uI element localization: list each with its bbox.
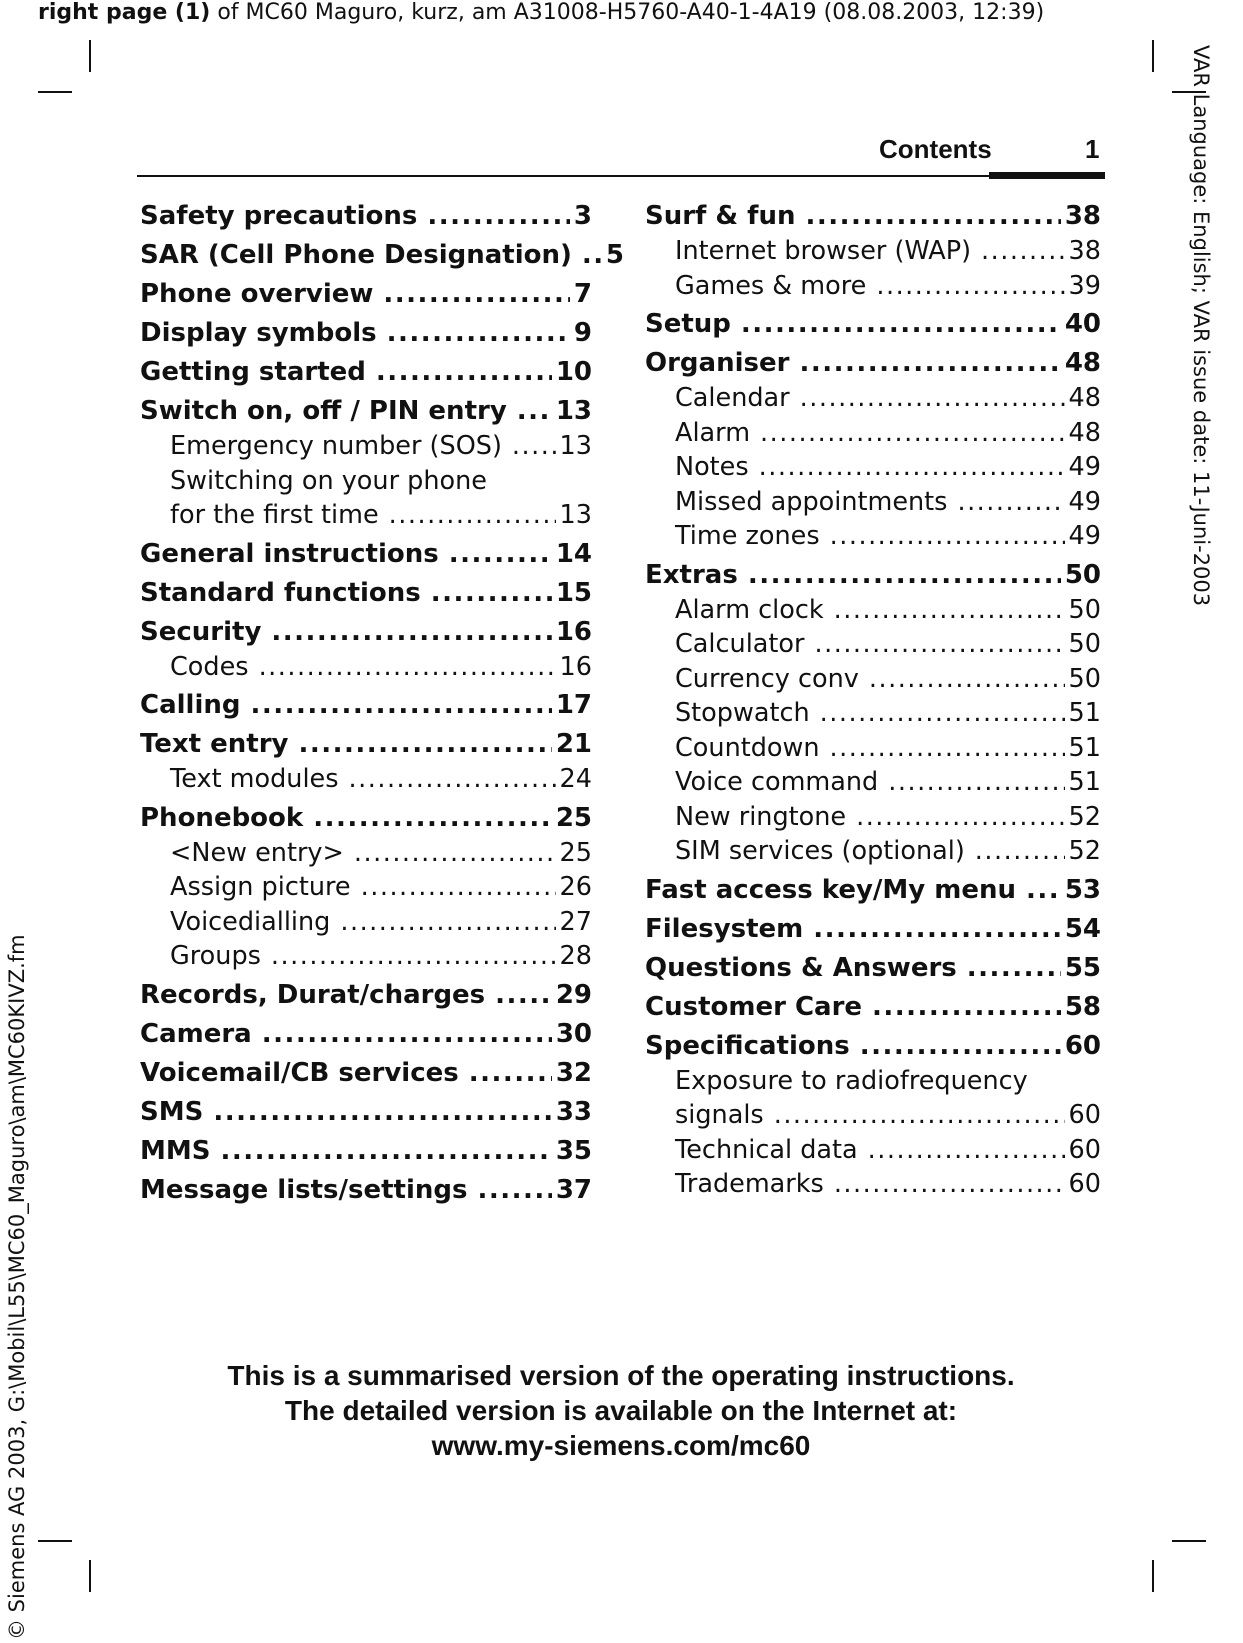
crop-mark-top-left-v xyxy=(89,40,91,72)
toc-entry-title: Customer Care xyxy=(645,991,863,1022)
toc-entry-page: 25 xyxy=(555,802,592,833)
dot-leader xyxy=(759,450,1065,485)
toc-entry-page: 14 xyxy=(555,538,592,569)
toc-section-entry[interactable] xyxy=(645,199,1101,234)
dot-leader xyxy=(389,498,556,533)
toc-entry-page: 37 xyxy=(555,1174,592,1205)
toc-subsection-entry[interactable] xyxy=(140,836,592,871)
toc-subsection-entry[interactable] xyxy=(645,1167,1101,1202)
crop-mark-bottom-right-v xyxy=(1152,1560,1154,1592)
dot-leader xyxy=(981,234,1065,269)
header-tab-bar xyxy=(989,172,1105,179)
dot-leader xyxy=(340,905,555,940)
toc-section-entry[interactable] xyxy=(140,537,592,572)
dot-leader xyxy=(741,307,1061,342)
toc-entry-page: 16 xyxy=(555,616,592,647)
toc-section-entry[interactable] xyxy=(140,1173,592,1208)
dot-leader xyxy=(582,238,602,273)
toc-entry-page: 51 xyxy=(1068,698,1101,728)
toc-subsection-entry[interactable] xyxy=(140,762,592,797)
toc-entry-page: 5 xyxy=(605,240,624,270)
toc-entry-page: 55 xyxy=(1064,952,1101,983)
toc-entry-title: Safety precautions xyxy=(140,201,418,231)
dot-leader xyxy=(271,615,551,650)
toc-entry-title: General instructions xyxy=(140,538,439,569)
toc-section-entry[interactable] xyxy=(645,346,1101,381)
dot-leader xyxy=(748,558,1061,593)
dot-leader xyxy=(815,627,1065,662)
toc-entry-title: Voicedialling xyxy=(170,906,331,937)
toc-subsection-entry[interactable] xyxy=(140,429,592,464)
side-language-note: VAR Language: English; VAR issue date: 11-Juni-2003 xyxy=(1189,45,1213,607)
dot-leader xyxy=(830,519,1065,554)
dot-leader xyxy=(834,593,1065,628)
toc-entry-page: 10 xyxy=(555,357,592,387)
dot-leader xyxy=(431,576,552,611)
toc-subsection-entry[interactable] xyxy=(645,381,1101,416)
toc-entry-title: Technical data xyxy=(675,1134,858,1165)
dot-leader xyxy=(512,429,556,464)
crop-mark-bottom-right-h xyxy=(1172,1540,1206,1542)
toc-entry-title: Extras xyxy=(645,559,738,590)
toc-entry-page: 27 xyxy=(559,906,592,937)
toc-section-entry[interactable] xyxy=(140,1095,592,1130)
toc-entry-title: Records, Durat/charges xyxy=(140,979,486,1010)
dot-leader xyxy=(1026,873,1061,908)
toc-entry-title: signals xyxy=(675,1100,764,1130)
dot-leader xyxy=(213,1095,551,1130)
toc-entry-page: 51 xyxy=(1068,732,1101,763)
toc-entry-title: for the first time xyxy=(170,500,379,530)
footer-note xyxy=(137,1358,1105,1463)
page-header xyxy=(137,126,1105,176)
toc-entry-continued: Switching on your phone xyxy=(170,465,487,496)
dot-leader xyxy=(449,537,552,572)
toc-entry-page: 48 xyxy=(1068,417,1101,448)
toc-entry-page: 54 xyxy=(1064,913,1101,944)
toc-section-entry[interactable] xyxy=(140,615,592,650)
toc-entry-title: Voice command xyxy=(675,767,879,797)
toc-entry-title: Stopwatch xyxy=(675,698,810,728)
footer-line-1: This is a summarised version of the operating instructions. xyxy=(227,1360,1015,1391)
crop-mark-bottom-left-v xyxy=(89,1560,91,1592)
toc-section-entry[interactable] xyxy=(140,199,592,234)
toc-entry-page: 39 xyxy=(1068,270,1101,301)
toc-entry-title: Message lists/settings xyxy=(140,1174,468,1205)
toc-section-entry[interactable] xyxy=(140,238,624,273)
toc-entry-page: 32 xyxy=(555,1057,592,1088)
dot-leader xyxy=(876,269,1064,304)
page-number: 1 xyxy=(1085,134,1100,164)
toc-entry-title: Codes xyxy=(170,651,249,682)
toc-section-entry[interactable] xyxy=(140,978,592,1013)
toc-entry-page: 7 xyxy=(573,279,592,309)
toc-entry-page: 25 xyxy=(559,837,592,868)
toc-entry-title: Games & more xyxy=(675,270,867,301)
crop-mark-top-left-h xyxy=(38,91,72,93)
toc-entry-title: Calendar xyxy=(675,383,790,413)
dot-leader xyxy=(354,836,556,871)
document-reference: of MC60 Maguro, kurz, am A31008-H5760-A40-1-4A19 (08.08.2003, 12:39) xyxy=(210,0,1045,25)
dot-leader xyxy=(383,277,570,312)
toc-entry-title: Notes xyxy=(675,452,749,482)
toc-entry-title: Calling xyxy=(140,690,241,720)
toc-subsection-entry[interactable] xyxy=(645,834,1101,869)
toc-section-entry[interactable] xyxy=(645,873,1101,908)
toc-entry-page: 52 xyxy=(1068,801,1101,832)
toc-entry-title: Voicemail/CB services xyxy=(140,1057,459,1088)
dot-leader xyxy=(834,1167,1065,1202)
toc-entry-title: Alarm clock xyxy=(675,594,824,625)
toc-section-entry[interactable] xyxy=(645,1029,1101,1064)
toc-entry-page: 30 xyxy=(555,1018,592,1049)
toc-subsection-entry[interactable] xyxy=(645,800,1101,835)
header-rule xyxy=(137,175,1105,177)
toc-entry-page: 13 xyxy=(559,500,592,530)
toc-entry-title: Filesystem xyxy=(645,913,804,944)
toc-entry-continued: Exposure to radiofrequency xyxy=(675,1065,1028,1096)
dot-leader xyxy=(975,834,1065,869)
toc-entry-page: 35 xyxy=(555,1135,592,1166)
toc-entry-title: Setup xyxy=(645,309,731,339)
dot-leader xyxy=(813,912,1061,947)
page-title: Contents xyxy=(879,134,992,164)
toc-section-entry[interactable] xyxy=(645,558,1101,593)
toc-subsection-entry[interactable] xyxy=(140,650,592,685)
toc-entry-page: 26 xyxy=(559,872,592,902)
dot-leader xyxy=(799,346,1060,381)
toc-entry-page: 60 xyxy=(1068,1134,1101,1165)
toc-section-entry[interactable] xyxy=(140,277,592,312)
toc-entry-page: 58 xyxy=(1064,991,1101,1022)
dot-leader xyxy=(469,1056,552,1091)
toc-entry-page: 24 xyxy=(559,764,592,794)
toc-entry-page: 51 xyxy=(1068,767,1101,797)
toc-left-column xyxy=(140,195,624,1208)
dot-leader xyxy=(868,1133,1065,1168)
toc-entry-title: Phonebook xyxy=(140,802,304,833)
dot-leader xyxy=(760,416,1065,451)
dot-leader xyxy=(517,394,552,429)
toc-entry-title: SIM services (optional) xyxy=(675,836,965,866)
toc-entry-title: Trademarks xyxy=(675,1169,824,1199)
toc-entry-page: 29 xyxy=(555,979,592,1010)
toc-entry-title: New ringtone xyxy=(675,801,847,832)
dot-leader xyxy=(220,1134,551,1169)
dot-leader xyxy=(830,731,1065,766)
toc-entry-title: Text entry xyxy=(140,729,289,759)
dot-leader xyxy=(427,199,570,234)
toc-entry-title: MMS xyxy=(140,1135,211,1166)
dot-leader xyxy=(856,800,1064,835)
toc-entry-title: Switch on, off / PIN entry xyxy=(140,396,507,426)
toc-subsection-entry[interactable] xyxy=(645,593,1101,628)
toc-entry-page: 52 xyxy=(1068,836,1101,866)
toc-entry-page: 13 xyxy=(555,396,592,426)
toc-entry-page: 17 xyxy=(555,690,592,720)
dot-leader xyxy=(376,355,552,390)
toc-entry-title: Specifications xyxy=(645,1030,850,1061)
dot-leader xyxy=(774,1098,1065,1133)
dot-leader xyxy=(361,870,556,905)
toc-entry-title: Surf & fun xyxy=(645,201,796,231)
dot-leader xyxy=(800,381,1065,416)
dot-leader xyxy=(259,650,556,685)
toc-subsection-entry[interactable] xyxy=(140,939,592,974)
toc-entry-title: Missed appointments xyxy=(675,486,948,517)
toc-entry-title: Fast access key/My menu xyxy=(645,874,1017,905)
dot-leader xyxy=(299,727,552,762)
toc-entry-title: Security xyxy=(140,616,262,647)
toc-subsection-entry[interactable] xyxy=(645,696,1101,731)
toc-section-entry[interactable] xyxy=(140,688,592,723)
toc-entry-page: 15 xyxy=(555,577,592,608)
toc-entry-page: 49 xyxy=(1068,452,1101,482)
toc-entry-title: Questions & Answers xyxy=(645,952,957,983)
page-designation: right page (1) xyxy=(38,0,211,25)
toc-entry-page: 3 xyxy=(573,201,592,231)
toc-entry-page: 50 xyxy=(1068,663,1101,694)
toc-entry-page: 60 xyxy=(1068,1169,1101,1199)
toc-entry-title: Groups xyxy=(170,941,261,971)
toc-subsection-entry[interactable] xyxy=(645,485,1101,520)
toc-entry-title: Standard functions xyxy=(140,577,421,608)
toc-section-entry[interactable] xyxy=(645,912,1101,947)
dot-leader xyxy=(262,1017,552,1052)
toc-entry-page: 48 xyxy=(1068,383,1101,413)
toc-subsection-entry[interactable] xyxy=(140,905,592,940)
toc-entry-page: 49 xyxy=(1068,486,1101,517)
toc-entry-page: 38 xyxy=(1068,236,1101,266)
toc-entry-page: 50 xyxy=(1068,594,1101,625)
toc-entry-title: Assign picture xyxy=(170,872,351,902)
dot-leader xyxy=(957,485,1064,520)
dot-leader xyxy=(250,688,551,723)
toc-entry-title: Countdown xyxy=(675,732,820,763)
toc-entry-page: 60 xyxy=(1068,1100,1101,1130)
dot-leader xyxy=(387,316,570,351)
toc-entry-title: Alarm xyxy=(675,417,751,448)
toc-entry-page: 13 xyxy=(559,431,592,461)
toc-entry-title: <New entry> xyxy=(170,837,344,868)
toc-subsection-entry[interactable] xyxy=(645,731,1101,766)
toc-subsection-entry[interactable] xyxy=(645,269,1101,304)
dot-leader xyxy=(967,951,1061,986)
footer-line-2: The detailed version is available on the Internet at: xyxy=(284,1395,958,1426)
dot-leader xyxy=(872,990,1061,1025)
toc-entry-title: SAR (Cell Phone Designation) xyxy=(140,240,572,270)
dot-leader xyxy=(888,765,1064,800)
toc-section-entry[interactable] xyxy=(645,951,1101,986)
toc-entry-page: 40 xyxy=(1064,309,1101,339)
toc-entry-page: 9 xyxy=(573,318,592,348)
toc-section-entry[interactable] xyxy=(140,1056,592,1091)
toc-section-entry[interactable] xyxy=(645,307,1101,342)
toc-section-entry[interactable] xyxy=(140,394,592,429)
toc-subsection-entry[interactable] xyxy=(140,498,592,533)
dot-leader xyxy=(805,199,1060,234)
toc-entry-page: 49 xyxy=(1068,521,1101,551)
toc-entry-title: Display symbols xyxy=(140,318,377,348)
toc-entry-page: 28 xyxy=(559,941,592,971)
toc-subsection-entry[interactable] xyxy=(645,450,1101,485)
toc-section-entry[interactable] xyxy=(140,801,592,836)
toc-subsection-entry[interactable] xyxy=(645,234,1101,269)
toc-entry-title: Camera xyxy=(140,1018,252,1049)
toc-entry-page: 16 xyxy=(559,651,592,682)
toc-entry-page: 50 xyxy=(1064,559,1101,590)
toc-entry-title: Time zones xyxy=(675,521,820,551)
toc-right-column xyxy=(645,195,1101,1202)
dot-leader xyxy=(349,762,556,797)
dot-leader xyxy=(313,801,552,836)
document-meta-line xyxy=(38,0,1218,30)
toc-subsection-entry[interactable] xyxy=(645,416,1101,451)
toc-section-entry[interactable] xyxy=(140,1017,592,1052)
toc-entry-title: Organiser xyxy=(645,348,790,378)
toc-section-entry[interactable] xyxy=(140,316,592,351)
toc-section-entry[interactable] xyxy=(140,576,592,611)
toc-entry-title: Currency conv xyxy=(675,663,859,694)
footer-url: www.my-siemens.com/mc60 xyxy=(431,1430,811,1461)
toc-subsection-entry[interactable] xyxy=(645,1098,1101,1133)
toc-entry-page: 50 xyxy=(1068,629,1101,659)
toc-subsection-entry[interactable] xyxy=(645,627,1101,662)
toc-subsection-entry[interactable] xyxy=(645,519,1101,554)
toc-subsection-entry[interactable] xyxy=(140,870,592,905)
toc-entry-page: 60 xyxy=(1064,1030,1101,1061)
toc-entry-title: Getting started xyxy=(140,357,366,387)
dot-leader xyxy=(477,1173,551,1208)
toc-entry-title: Phone overview xyxy=(140,279,374,309)
toc-entry-title: Internet browser (WAP) xyxy=(675,236,972,266)
toc-entry-page: 33 xyxy=(555,1096,592,1127)
crop-mark-top-right-v xyxy=(1152,40,1154,72)
toc-subsection-entry[interactable] xyxy=(645,765,1101,800)
toc-entry-page: 53 xyxy=(1064,874,1101,905)
dot-leader xyxy=(271,939,556,974)
dot-leader xyxy=(860,1029,1061,1064)
crop-mark-bottom-left-h xyxy=(38,1540,72,1542)
toc-entry-page: 38 xyxy=(1064,201,1101,231)
toc-subsection-entry[interactable] xyxy=(645,662,1101,697)
toc-section-entry[interactable] xyxy=(140,727,592,762)
toc-entry-page: 48 xyxy=(1064,348,1101,378)
toc-section-entry[interactable] xyxy=(140,1134,592,1169)
toc-entry-title: Text modules xyxy=(170,764,339,794)
dot-leader xyxy=(869,662,1065,697)
toc-entry-page: 21 xyxy=(555,729,592,759)
dot-leader xyxy=(495,978,552,1013)
toc-entry-title: Calculator xyxy=(675,629,805,659)
toc-section-entry[interactable] xyxy=(140,355,592,390)
toc-entry-title: Emergency number (SOS) xyxy=(170,431,502,461)
dot-leader xyxy=(820,696,1065,731)
toc-entry-title: SMS xyxy=(140,1096,204,1127)
toc-subsection-entry[interactable] xyxy=(645,1133,1101,1168)
side-copyright-path: © Siemens AG 2003, G:\Mobil\L55\MC60_Maguro\am\MC60KIVZ.fm xyxy=(5,934,29,1640)
toc-section-entry[interactable] xyxy=(645,990,1101,1025)
